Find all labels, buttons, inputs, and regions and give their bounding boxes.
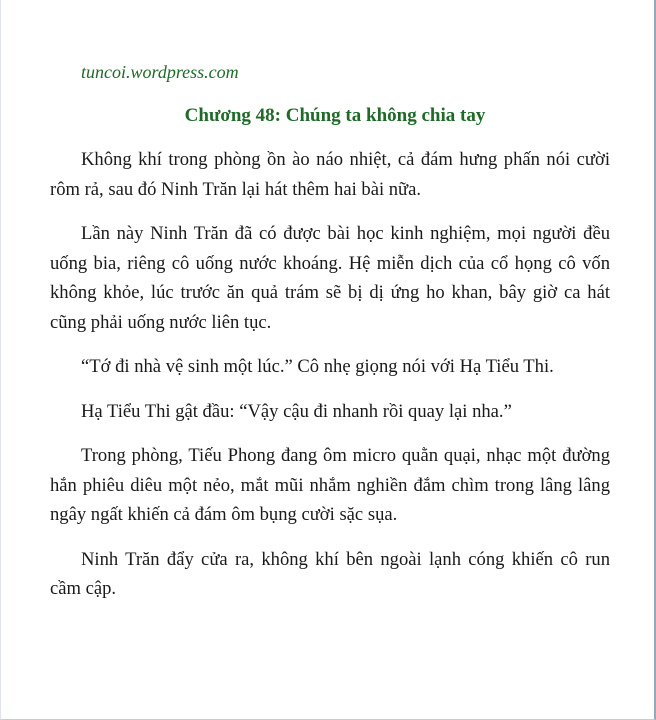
paragraph: Hạ Tiểu Thi gật đầu: “Vậy cậu đi nhanh rồi quay lại nha.” <box>81 400 512 422</box>
paragraph: Lần này Ninh Trăn đã có được bài học kinh nghiệm, mọi người đều uống bia, riêng cô uống nước khoáng. Hệ miễn dịch của cổ họng cô vốn không khỏe, lúc trước ăn quả trám sẽ bị dị ứng ho khan, bây giờ ca hát cũng phải uống nước liên tục. <box>50 223 610 333</box>
chapter-title: Chương 48: Chúng ta không chia tay <box>184 105 486 126</box>
paragraph: “Tớ đi nhà vệ sinh một lúc.” Cô nhẹ giọng nói với Hạ Tiểu Thi. <box>81 356 554 377</box>
paragraph: Ninh Trăn đẩy cửa ra, không khí bên ngoài lạnh cóng khiến cô run cầm cập. <box>50 548 610 599</box>
chapter-body <box>50 145 610 619</box>
paragraph: Không khí trong phòng ồn ào náo nhiệt, cả đám hưng phấn nói cười rôm rả, sau đó Ninh Trăn lại hát thêm hai bài nữa. <box>50 149 610 200</box>
paragraph: Trong phòng, Tiếu Phong đang ôm micro quằn quại, nhạc một đường hắn phiêu diêu một nẻo, mắt mũi nhắm nghiền đắm chìm trong lâng lâng ngây ngất khiến cả đám ôm bụng cười sặc sụa. <box>50 445 610 525</box>
site-url: tuncoi.wordpress.com <box>81 62 239 82</box>
